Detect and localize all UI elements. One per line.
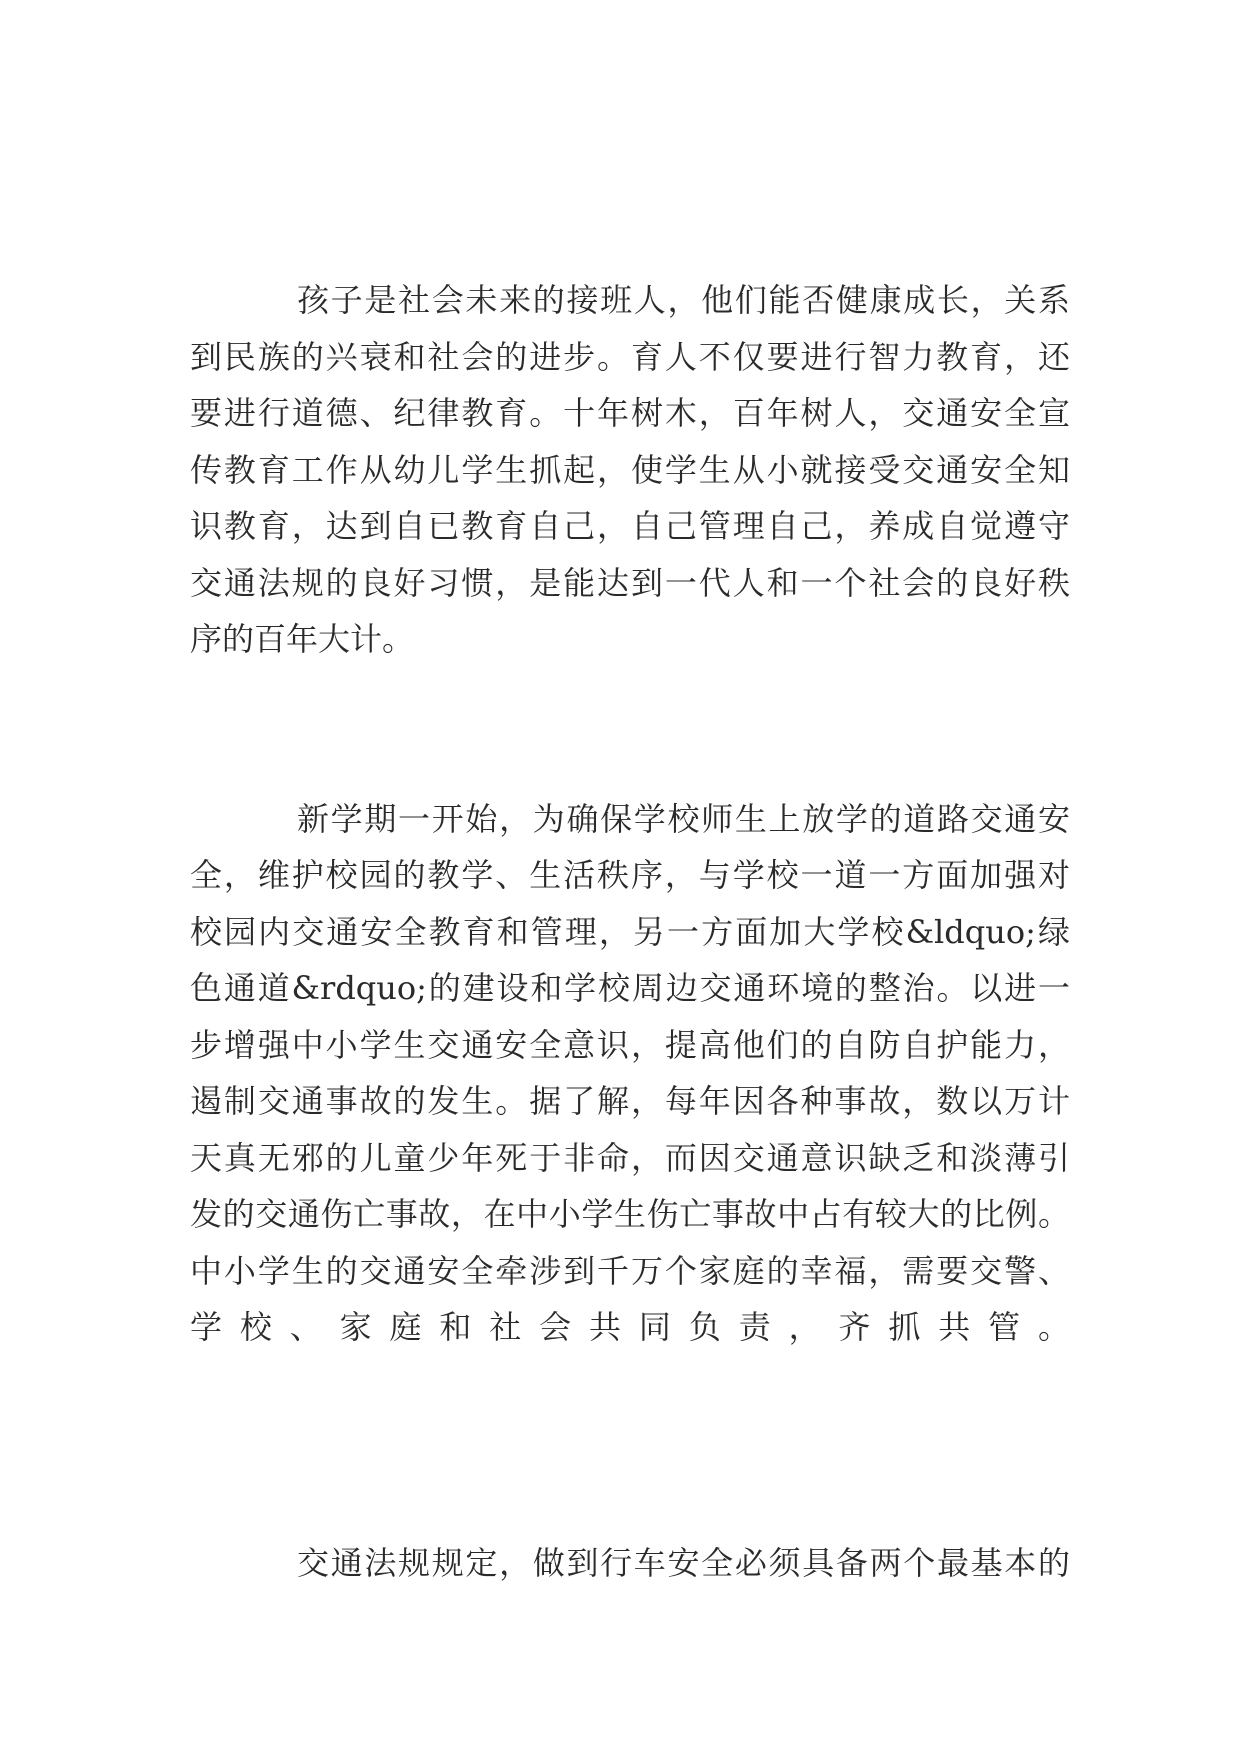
paragraph-line: 天真无邪的儿童少年死于非命，而因交通意识缺乏和淡薄引 <box>190 1139 1070 1177</box>
paragraph-line: 孩子是社会未来的接班人，他们能否健康成长，关系 <box>297 281 1070 319</box>
paragraph-line: 传教育工作从幼儿学生抓起，使学生从小就接受交通安全知 <box>190 451 1070 489</box>
paragraph-line: 校园内交通安全教育和管理，另一方面加大学校&ldquo;绿 <box>190 913 1070 951</box>
paragraph-line: 要进行道德、纪律教育。十年树木，百年树人，交通安全宣 <box>190 394 1070 432</box>
paragraph-line: 步增强中小学生交通安全意识，提高他们的自防自护能力， <box>190 1026 1070 1064</box>
paragraph-line: 交通法规规定，做到行车安全必须具备两个最基本的 <box>297 1544 1070 1582</box>
paragraph-line: 中小学生的交通安全牵涉到千万个家庭的幸福，需要交警、 <box>190 1252 1070 1290</box>
paragraph-line: 遏制交通事故的发生。据了解，每年因各种事故，数以万计 <box>190 1082 1070 1120</box>
paragraph-line: 序的百年大计。 <box>190 620 415 658</box>
paragraph-line: 发的交通伤亡事故，在中小学生伤亡事故中占有较大的比例。 <box>190 1195 1070 1233</box>
paragraph-line: 交通法规的良好习惯，是能达到一代人和一个社会的良好秩 <box>190 564 1070 602</box>
paragraph-line: 识教育，达到自已教育自己，自己管理自己，养成自觉遵守 <box>190 507 1070 545</box>
paragraph-line: 色通道&rdquo;的建设和学校周边交通环境的整治。以进一 <box>190 969 1070 1007</box>
paragraph-line: 到民族的兴衰和社会的进步。育人不仅要进行智力教育，还 <box>190 338 1070 376</box>
paragraph-line: 全，维护校园的教学、生活秩序，与学校一道一方面加强对 <box>190 856 1070 894</box>
paragraph-line <box>190 1355 1070 1413</box>
paragraph-line: 新学期一开始，为确保学校师生上放学的道路交通安 <box>297 800 1070 838</box>
paragraph-line: 学校、家庭和社会共同负责，齐抓共管。 <box>190 1308 1070 1346</box>
